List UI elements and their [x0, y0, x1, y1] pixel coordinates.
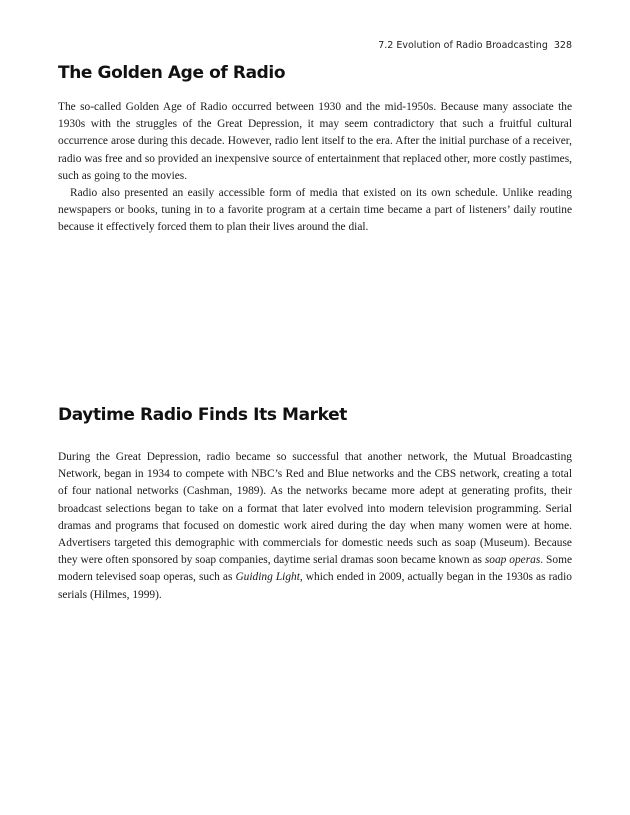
section-heading-daytime-radio: Daytime Radio Finds Its Market — [58, 405, 347, 425]
text-run: , which ended in 2009, actually began in the 1930s as radio serials (Hilmes, 1999). — [58, 571, 572, 601]
paragraph: The so-called Golden Age of Radio occurred between 1930 and the mid-1950s. Because many associate the 1930s with the struggles of the Great Depression, it may seem contradictory that such a fruitful cultural occurrence arose during this decade. However, radio lent itself to the era. After the initial purchase of a receiver, radio was free and so provided an inexpensive source of entertainment that replaced other, more costly pastimes, such as going to the movies. — [58, 101, 572, 182]
running-head-section: 7.2 Evolution of Radio Broadcasting — [378, 40, 548, 51]
page-number: 328 — [553, 40, 572, 51]
emphasis-soap-operas: soap operas — [484, 554, 541, 567]
section-body-golden-age — [58, 99, 572, 237]
emphasis-guiding-light: Guiding Light — [235, 571, 300, 584]
running-head — [378, 40, 572, 51]
text-run: During the Great Depression, radio became so successful that another network, the Mutual Broadcasting Network, began in 1934 to compete with NBC’s Red and Blue networks and the CBS network, creating a total of four national networks (Cashman, 1989). As the networks became more adept at generating profits, their broadcast selections began to take on a format that later evolved into modern television programming. Serial dramas and programs that focused on domestic work aired during the day when many women were at home. Advertisers targeted this demographic with commercials for domestic needs such as soap (Museum). Because they were often sponsored by soap companies, daytime serial dramas soon became known as — [58, 451, 572, 567]
paragraph: Radio also presented an easily accessible form of media that existed on its own schedule. Unlike reading newspapers or books, tuning in to a favorite program at a certain time became a part of listeners’ daily routine because it effectively forced them to plan their lives around the dial. — [58, 187, 572, 234]
section-heading-golden-age: The Golden Age of Radio — [58, 63, 286, 83]
section-body-daytime-radio — [58, 449, 572, 604]
text-run: . Some modern televised soap operas, such as — [58, 554, 572, 584]
paragraph — [58, 449, 572, 604]
